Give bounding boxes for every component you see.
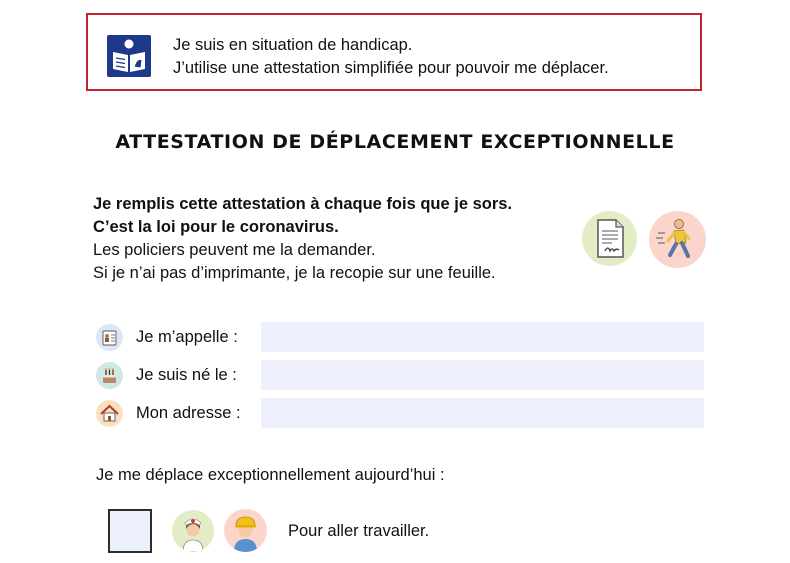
notice-line-1: Je suis en situation de handicap. [173, 36, 413, 54]
work-reason-label: Pour aller travailler. [288, 522, 430, 540]
construction-worker-icon [224, 509, 267, 552]
intro-text [93, 193, 512, 285]
birthdate-field[interactable] [261, 360, 704, 390]
walking-person-icon [649, 211, 706, 268]
name-field-label: Je m’appelle : [136, 328, 238, 346]
intro-line-1: Je remplis cette attestation à chaque fois que je sors. [93, 195, 513, 213]
birthdate-field-label: Je suis né le : [136, 366, 237, 384]
signed-document-icon [582, 211, 637, 266]
name-field[interactable] [261, 322, 704, 352]
intro-line-4: Si je n’ai pas d’imprimante, je la recopie sur une feuille. [93, 264, 496, 282]
easy-read-logo-icon [107, 35, 151, 77]
id-card-icon [96, 324, 123, 351]
address-field-label: Mon adresse : [136, 404, 241, 422]
document-title: ATTESTATION DE DÉPLACEMENT EXCEPTIONNELLE [115, 131, 675, 153]
reasons-heading: Je me déplace exceptionnellement aujourd’hui : [96, 466, 445, 484]
address-field[interactable] [261, 398, 704, 428]
work-reason-checkbox[interactable] [108, 509, 152, 553]
birthday-cake-icon [96, 362, 123, 389]
house-icon [96, 400, 123, 427]
notice-line-2: J’utilise une attestation simplifiée pour pouvoir me déplacer. [173, 59, 609, 77]
handicap-notice-box [86, 13, 702, 91]
intro-line-3: Les policiers peuvent me la demander. [93, 241, 376, 259]
nurse-icon [172, 510, 214, 552]
intro-line-2: C’est la loi pour le coronavirus. [93, 218, 339, 236]
